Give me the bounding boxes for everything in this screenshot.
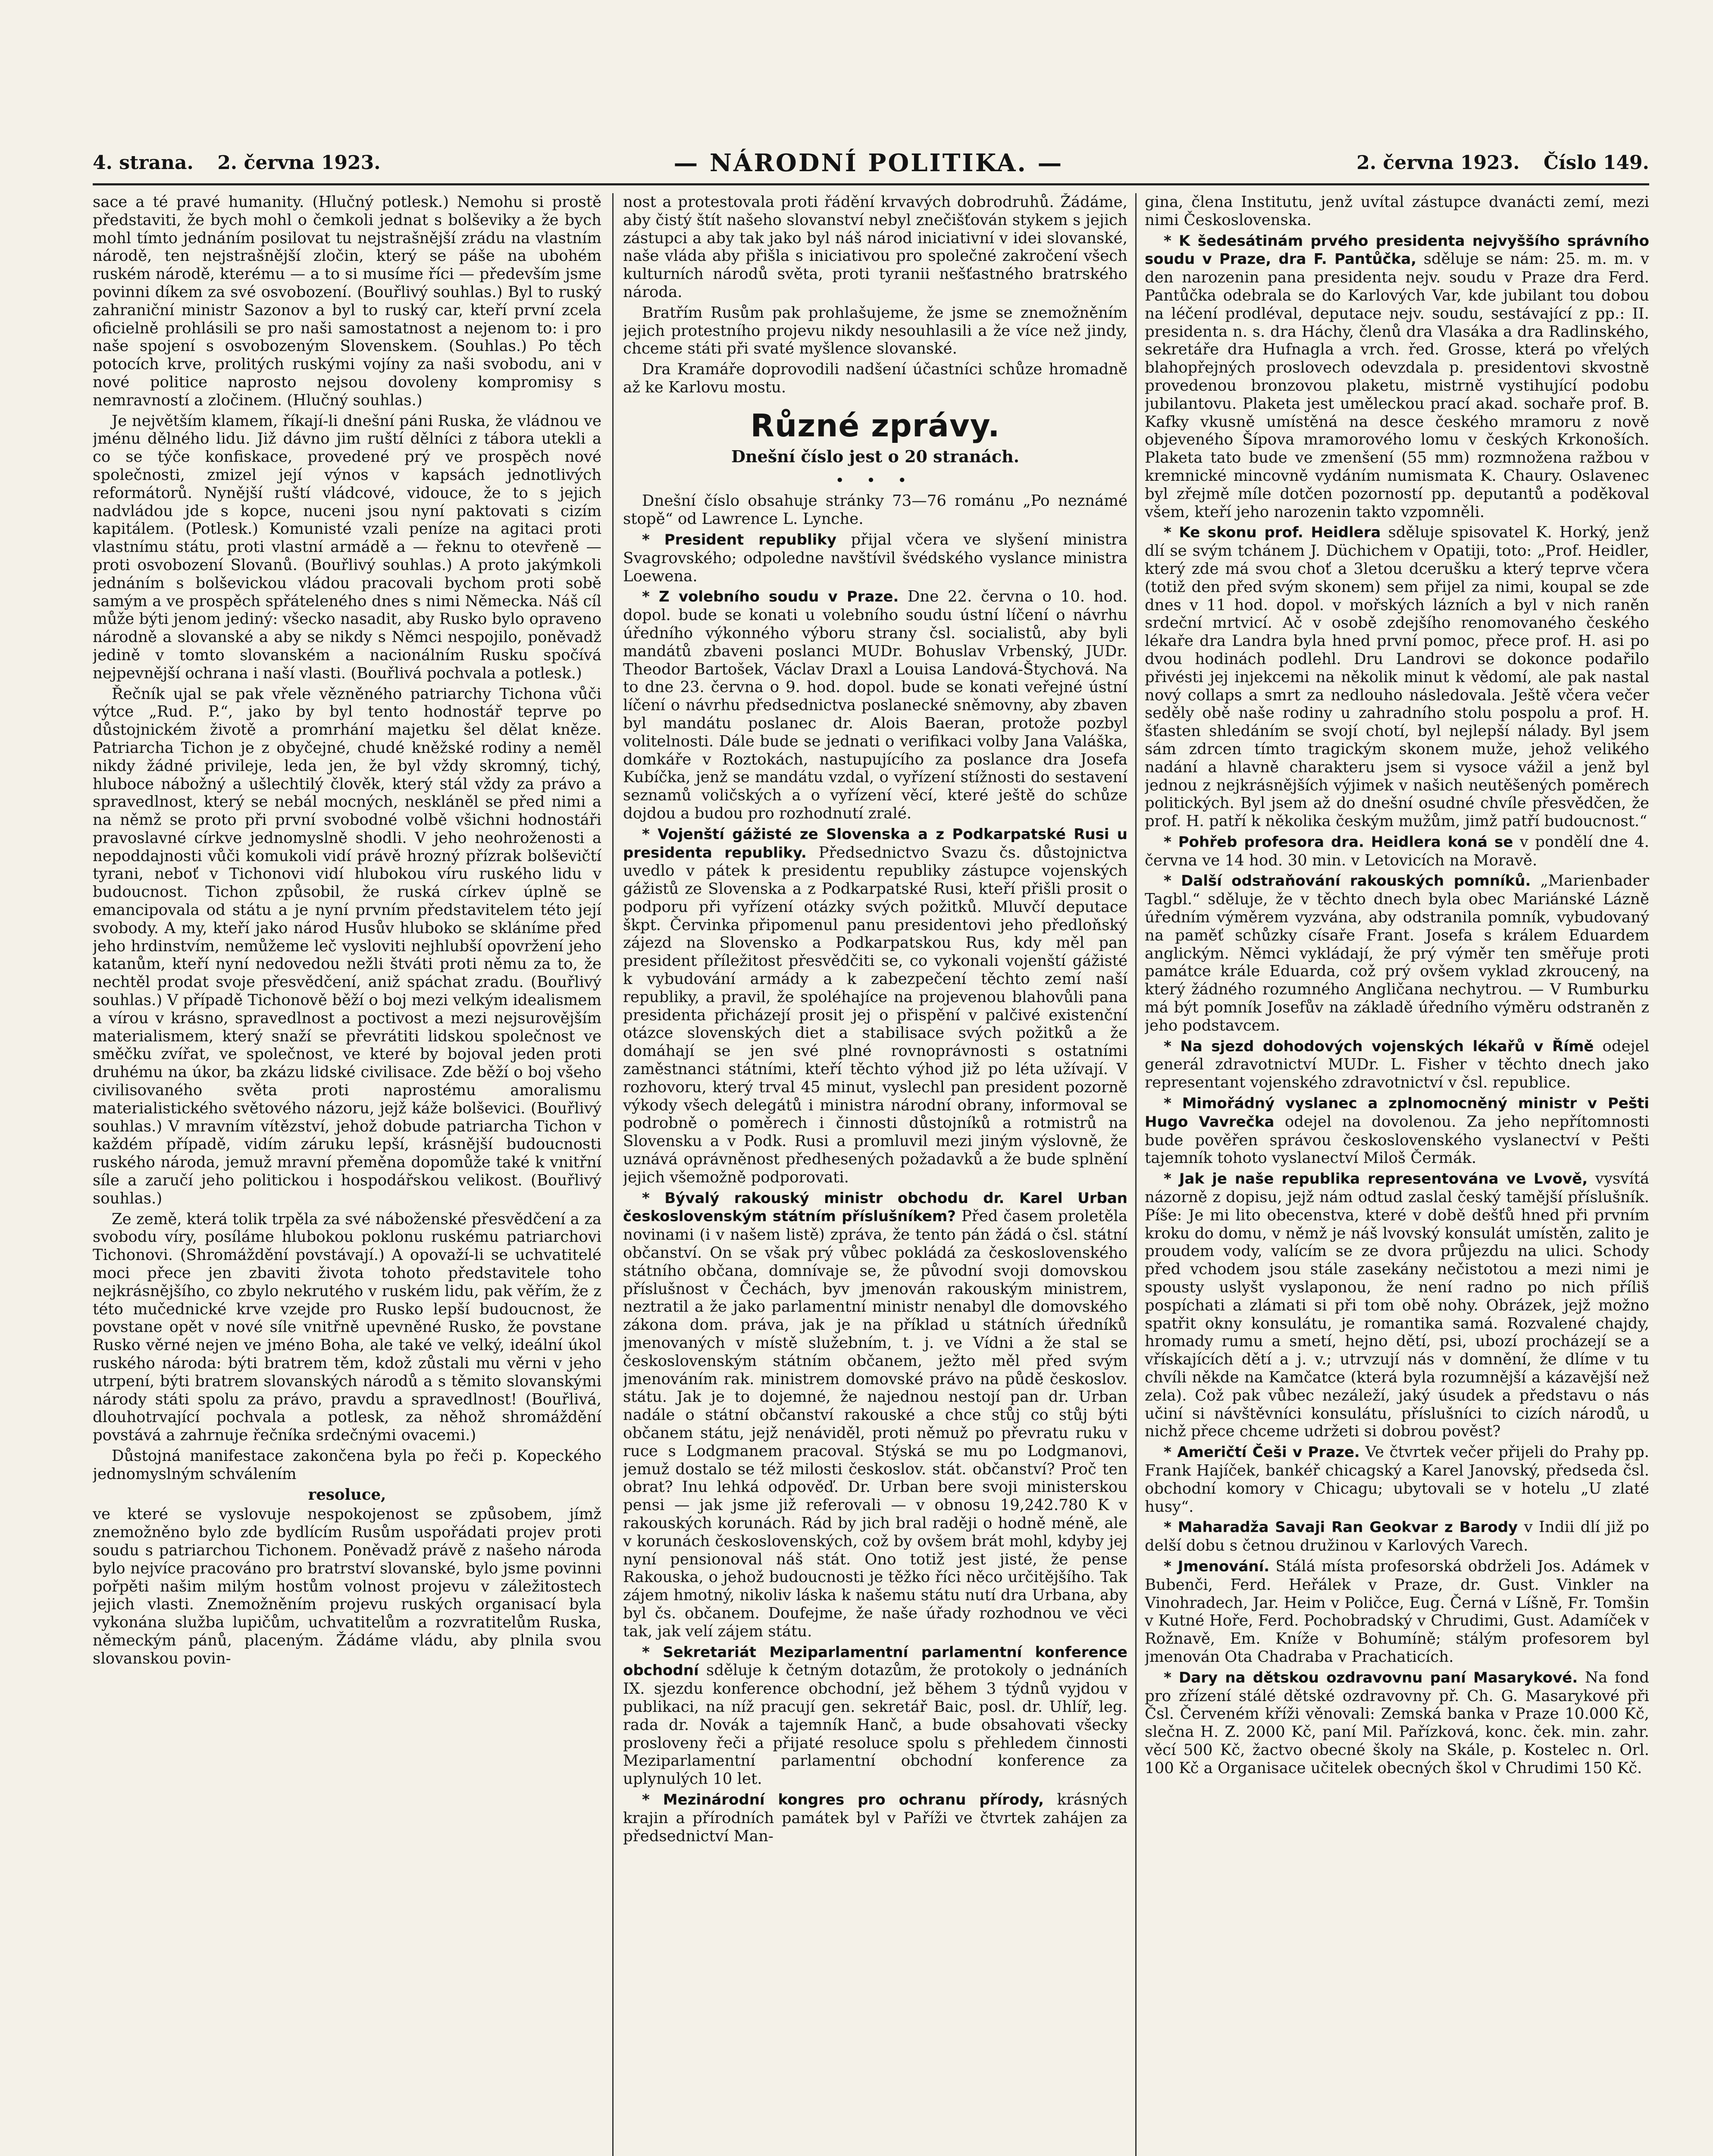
- news-headline: * Jmenování.: [1164, 1557, 1270, 1575]
- paragraph: Ze země, která tolik trpěla za své náboženské přesvědčení a za svobodu víry, posíláme hlubokou poklonu ruskému patriarchovi Tichonovi. (Shromáždění povstávají.) A opovaží-li se uchvatitelé moci přece jen zbaviti života tohoto představitele toho nejkrásnějšího, co zbylo nekrutého v ruském lidu, pak věřím, že z této mučednické krve vzejde pro Rusko lepší budoucnost, že povstane opět v nové síle vnitřně upevněné Rusko, že povstane Rusko věrné nejen ve jméno Boha, ale také ve velký, ideální úkol ruského národa: býti bratrem těm, kdož zůstali mu věrni v jeho utrpení, býti bratrem slovanských národů a s těmito slovanskými národy státi spolu za právo, pravdu a spravedlnost! (Bouřlivá, dlouhotrvající pochvala a potlesk, za něhož shromáždění povstává a zahrnuje řečníka srdečnými ovacemi.): [93, 1210, 601, 1445]
- news-text: Na fond pro zřízení stálé dětské ozdravovny př. Ch. G. Masarykové při Čsl. Červeném kříži věnovali: Zemská banka v Praze 10.000 Kč, slečna H. Z. 2000 Kč, paní Mil. Pařízková, konc. ček. min. zahr. věcí 500 Kč, žactvo obecné školy na Skále, p. Kostelec n. Orl. 100 Kč a Organisace učitelek obecných škol v Chrudimi 150 Kč.: [1145, 1668, 1649, 1777]
- paragraph: Řečník ujal se pak vřele vězněného patriarchy Tichona vůči výtce „Rud. P.“, jako by byl tento hodnostář teprve po důstojnickém životě a promrhání majetku šel dělat kněze. Patriarcha Tichon je z obyčejné, chudé kněžské rodiny a neměl nikdy žádné privileje, leda jen, že byl vždy skromný, tichý, hluboce nábožný a ušlechtilý člověk, který stál vždy za právo a spravedlnost, který se nebál mocných, neskláněl se před nimi a na němž se proto při první svobodné volbě všichni hodnostáři pravoslavné církve jednomyslně shodli. V jeho neohroženosti a nepoddajnosti vůči komukoli vidí právě hrozný přízrak bolševičtí tyrani, neboť v Tichonovi vidí hlubokou víru ruského lidu v budoucnost. Tichon způsobil, že ruská církev úplně se emancipovala od státu a je nyní prvním představitelem této její svobody. A my, kteří jako národ Husův hluboko se skláníme před jeho hrdinstvím, nemůžeme leč vysloviti nejhlubší opovržení jeho katanům, kteří nyní nedovedou nežli štváti proti němu za to, že nechtěl prodat svoje přesvědčení, aniž spáchat zradu. (Bouřlivý souhlas.) V případě Tichonově běží o boj mezi velkým idealismem a vírou v krásno, spravedlnost a poctivost a mezi nejsurovějším materialismem, který snaží se převrátiti lidskou společnost ve směčku zvířat, ve společnost, ve které by bojoval jeden proti druhému na úkor, ba zkázu lidské civilisace. Zde běží o boj všeho civilisovaného světa proti naprostému amoralismu materialistického světového názoru, jejž káže bolševici. (Bouřlivý souhlas.) V mravním vítězství, jehož dobude patriarcha Tichon v každém případě, vidím záruku lepší, krásnější budoucnosti ruského národa, jemuž mravní přeměna dopomůže také k vnitřní síle a zaručí jeho politickou i hospodářskou velikost. (Bouřlivý souhlas.): [93, 685, 601, 1207]
- news-item: [623, 588, 1127, 822]
- paragraph: Dra Kramáře doprovodili nadšení účastníci schůze hromadně až ke Karlovu mostu.: [623, 360, 1127, 396]
- news-item: [623, 1791, 1127, 1845]
- news-text: odejel generál zdravotnictví MUDr. L. Fisher v těchto dnech jako representant vojenského zdravotnictví v čsl. republice.: [1145, 1037, 1649, 1092]
- news-text: „Marienbader Tagbl.“ sděluje, že v těchto dnech byla obec Mariánské Lázně úředním výměrem vyzvána, aby odstranila pomník, vybudovaný na paměť schůzky císaře Frant. Josefa s králem Eduardem anglickým. Němci vykládají, že prý výměr ten směřuje proti památce krále Eduarda, což prý ovšem vyklad zkroucený, na který žádného rozumného Angličana nechytrou. — V Rumburku má být pomník Josefův na základě úředního výměru odstraněn z jeho podstavcem.: [1145, 872, 1649, 1034]
- newspaper-page: [93, 142, 1649, 2156]
- column-3: [1145, 193, 1649, 2156]
- news-text: Předsednictvo Svazu čs. důstojnictva uvedlo v pátek k presidentu republiky zástupce vojenských gážistů ze Slovenska a z Podkarpatské Rusi, kteří přišli prosit o podporu při vyřízení otázky svých požitků. Mluvčí deputace škpt. Červinka připomenul panu presidentovi jeho předloňský zájezd na Slovensko a Podkarpatskou Rus, kdy měl pan president příležitost přesvědčiti se, co vykonali vojenští gážisté k vybudování armády a k zabezpečení těchto zemí naší republiky, a pravil, že spoléhajíce na projevenou blahovůli pana presidenta přicházejí prosit jej o přispění v palčivé existenční otázce slovenských diet a stabilisace svých požitků a že domáhají se jen své plné rovnoprávnosti s ostatními zaměstnanci státními, kteří těchto výhod již po léta užívají. V rozhovoru, který trval 45 minut, vyslechl pan president pozorně výkody všech delegátů i ministra národní obrany, informoval se podrobně o poměrech i činnosti důstojníků a rotmistrů na Slovensku a v Podk. Rusi a promluvil mezi jiným výslovně, že uznává oprávněnost předhesených požadavků a že bude splnění jejich všemožně podporovati.: [623, 843, 1127, 1186]
- news-text: sděluje k četným dotazům, že protokoly o jednáních IX. sjezdu konference obchodní, jež během 3 týdnů vyjdou v publikaci, na níž pracují gen. sekretář Baic, posl. dr. Uhlíř, leg. rada dr. Novák a tajemník Hanč, a bude obsahovati všecky prosloveny řeči a přijaté resoluce spolu s přehledem činnosti Meziparlamentní parlamentní obchodní konference za uplynulých 10 let.: [623, 1661, 1127, 1788]
- news-item: [1145, 523, 1649, 830]
- paragraph: Bratřím Rusům pak prohlašujeme, že jsme se znemožněním jejich protestního projevu nikdy nesouhlasili a že více než jindy, chceme státi při svaté myšlence slovanské.: [623, 304, 1127, 358]
- news-headline: * Ke skonu prof. Heidlera: [1164, 524, 1381, 542]
- header-right: [1339, 152, 1649, 174]
- news-headline: * Maharadža Savaji Ran Geokvar z Barody: [1164, 1519, 1518, 1536]
- header-date-left: 2. června 1923.: [217, 152, 381, 174]
- news-item: [1145, 1443, 1649, 1516]
- news-item: [1145, 872, 1649, 1034]
- column-2: [623, 193, 1127, 2156]
- news-headline: * Pohřeb profesora dra. Heidlera koná se: [1164, 833, 1513, 851]
- separator: • • •: [835, 471, 915, 489]
- news-headline: * Sekretariát Meziparlamentní parlamentní konference obchodní: [623, 1643, 1127, 1680]
- news-item: [1145, 1518, 1649, 1555]
- section-subtitle: Dnešní číslo jest o 20 stranách.: [731, 446, 1020, 466]
- news-headline: * Jak je naše republika representována ve Lvově,: [1164, 1170, 1588, 1188]
- column-1: [93, 193, 601, 2156]
- news-headline: * Bývalý rakouský ministr obchodu dr. Karel Urban československým státním příslušníkem?: [623, 1189, 1127, 1225]
- news-item: [623, 825, 1127, 1187]
- news-text: Stálá místa profesorská obdrželi Jos. Adámek v Bubenči, Ferd. Heřálek v Praze, dr. Gust. Vinkler na Vinohradech, Jar. Heim v Poličce, Eug. Černá v Líšně, Fr. Tomšin v Kutné Hoře, Ferd. Pochobradský v Chrudimi, Gust. Adamíček v Rožnavě, Em. Kníže v Bohumíně; stálým profesorem byl jmenován Ota Chadraba v Prachaticích.: [1145, 1557, 1649, 1666]
- masthead: — NÁRODNÍ POLITIKA. —: [673, 148, 1064, 177]
- paragraph: Důstojná manifestace zakončena byla po řeči p. Kopeckého jednomyslným schválením: [93, 1447, 601, 1483]
- columns: [93, 193, 1649, 2156]
- news-item: [623, 1643, 1127, 1788]
- news-text: Ve čtvrtek večer přijeli do Prahy pp. Frank Hajíček, bankéř chicagský a Karel Janovský, předseda čsl. obchodní komory v Chicagu; ubytovali se v hotelu „U zlaté husy“.: [1145, 1443, 1649, 1516]
- page-number: 4. strana.: [93, 152, 194, 174]
- news-headline: * Na sjezd dohodových vojenských lékařů v Římě: [1164, 1037, 1594, 1055]
- section-title: Různé zprávy.: [750, 407, 1000, 444]
- news-item: [1145, 1669, 1649, 1777]
- news-item: Dnešní číslo obsahuje stránky 73—76 románu „Po neznámé stopě“ od Lawrence L. Lynche.: [623, 492, 1127, 528]
- news-item: [1145, 1094, 1649, 1167]
- news-item: [1145, 1170, 1649, 1441]
- header-date-right: 2. června 1923.: [1356, 152, 1520, 174]
- news-headline: * President republiky: [642, 531, 837, 548]
- issue-number: Číslo 149.: [1543, 152, 1649, 174]
- paragraph: Je největším klamem, říkají-li dnešní páni Ruska, že vládnou ve jménu dělného lidu. Již dávno jim ruští dělníci z tábora utekli a co se týče konfiskace, provedené prý ve prospěch nové společnosti, zmizel její výnos v kapsách jednotlivých reformátorů. Nynější ruští vládcové, vidouce, že to s jejich nadvládou jde s kopce, nuceni jsou nyní paktovati s cizím kapitálem. (Potlesk.) Komunisté vzali peníze na agitaci proti vlastnímu státu, proti vlastní armádě a — řeknu to otevřeně — proti osvobození Slovanů. (Bouřlivý souhlas.) A proto jakýmkoli jednáním s bolševickou vládou pracovali bychom proti sobě samým a ve prospěch spřáteleného dnes s nimi Německa. Náš cíl může býti jenom jediný: všecko nasadit, aby Rusko bylo opraveno národně a slovanské a aby se nikdy s Němci nespojilo, poněvadž jedině v tomto slovanském a nacionálním Rusku spočívá nejpevnější ochrana i naší vlasti. (Bouřlivá pochvala a potlesk.): [93, 412, 601, 682]
- news-headline: * Mezinárodní kongres pro ochranu přírody,: [642, 1791, 1044, 1808]
- page-header: [93, 142, 1649, 185]
- news-text: v Indii dlí již po delší dobu s četnou družinou v Karlových Varech.: [1145, 1518, 1649, 1555]
- news-item: [1145, 1557, 1649, 1666]
- news-text: krásných krajin a přírodních památek byl v Paříži ve čtvrtek zahájen za předsednictví Man-: [623, 1790, 1127, 1845]
- paragraph: gina, člena Institutu, jenž uvítal zástupce dvanácti zemí, mezi nimi Československa.: [1145, 193, 1649, 229]
- news-text: sděluje spisovatel K. Horký, jenž dlí se svým tchánem J. Düchichem v Opatiji, toto: „Prof. Heidler, který zde má svou choť a 3letou dcerušku a který teprve včera (totiž den před svým skonem) sem přijel za nimi, koupal se zde dnes v 11 hod. dopol. v mořských lázních a byl v nich raněn srdeční mrtvicí. Ač v osobě zdejšího renomovaného českého lékaře dra Landra byla hned první pomoc, přece prof. H. asi po dvou hodinách podlehl. Dru Landrovi se dokonce podařilo přivésti jej injekcemi na několik minut k vědomí, ale pak nastal nový collaps a smrt za nedlouho následovala. Ještě včera večer seděly obě naše rodiny u zahradního stolu pospolu a prof. H. šťasten shledáním se svojí chotí, byl nejlepší nálady. Byl jsem sám zdrcen tímto tragickým skonem muže, jehož velikého nadání a hlavně charakteru jsem si vysoce vážil a jenž byl jednou z nejkrásnějších výjimek v našich neutěšených poměrech politických. Byl jsem až do dnešní osudné chvíle přesvědčen, že prof. H. patří k několika českým mužům, jimž patří budoucnost.“: [1145, 523, 1649, 830]
- news-headline: * Vojenští gážisté ze Slovenska a z Podkarpatské Rusi u presidenta republiky.: [623, 825, 1127, 862]
- news-headline: * K šedesátinám prvého presidenta nejvyššího správního soudu v Praze, dra F. Pantůčka,: [1145, 232, 1649, 268]
- news-item: [623, 531, 1127, 585]
- news-text: odejel na dovolenou. Za jeho nepřítomnosti bude pověřen správou československého vyslanectví v Pešti tajemník tohoto vyslanectví Miloš Čermák.: [1145, 1112, 1649, 1167]
- resolution-heading: resoluce,: [308, 1485, 386, 1504]
- paragraph: ve které se vyslovuje nespokojenost se způsobem, jímž znemožněno bylo zde bydlícím Rusům uspořádati projev proti soudu s patriarchou Tichonem. Poněvadž právě z našeho národa bylo nejvíce pracováno pro bratrství slovanské, bylo jsme povinni pořpěti našim milým hostům volnost projevu v záležitostech jejich vlasti. Znemožněním projevu ruských organisací byla vykonána služba lupičům, uchvatitelům a rozvratitelům Ruska, německým pánů, placeným. Žádáme vládu, aby plnila svou slovanskou povin-: [93, 1505, 601, 1667]
- news-item: [1145, 1037, 1649, 1092]
- header-left: [93, 152, 398, 174]
- news-item: [1145, 833, 1649, 870]
- news-headline: * Američtí Češi v Praze.: [1164, 1444, 1360, 1461]
- news-item: [623, 1189, 1127, 1641]
- news-item: [1145, 232, 1649, 521]
- news-text: v pondělí dne 4. června ve 14 hod. 30 min. v Letovicích na Moravě.: [1145, 833, 1649, 869]
- news-text: přijal včera ve slyšení ministra Svagrovského; odpoledne navštívil švédského vyslance ministra Loewena.: [623, 530, 1127, 585]
- news-text: sděluje se nám: 25. m. m. v den narozenin pana presidenta nejv. soudu v Praze dra Ferd. Pantůčka odebrala se do Karlových Var, kde jubilant tou dobou na léčení prodléval, deputace nejv. soudu, sestávající z pp.: II. presidenta n. s. dra Háchy, členů dra Vlasáka a dra Radlinského, sekretáře dra Hufnagla a vrch. řed. Grosse, která po vřelých blahopřejných proslovech odevzdala p. presidentovi skvostně provedenou bronzovou plaketu, mistrně vystihující podobu jubilantovu. Plaketa jest uměleckou prací akad. sochaře prof. B. Kafky vkusně umístěná na desce českého mramoru z nově objeveného Šípova mramorového lomu v českých Krkonoších. Plaketa tato bude ve zmenšení (55 mm) rozmnožena ražbou v kremnické mincovně vydáním numismata K. Chaury. Oslavenec byl zřejmě míle dotčen pozorností pp. deputantů a poděkoval všem, kteří jeho narozenin takto vzpomněli.: [1145, 250, 1649, 521]
- news-headline: * Dary na dětskou ozdravovnu paní Masarykové.: [1164, 1669, 1578, 1686]
- paragraph: nost a protestovala proti řádění krvavých dobrodruhů. Žádáme, aby čistý štít našeho slovanství nebyl znečišťován stykem s jejich zástupci a aby tak jako byl náš národ iniciativní v idei slovanské, naše vláda aby přišla s iniciativou pro společné zakročení všech kulturních národů světa, proti tyranii nešťastného bratrského národa.: [623, 193, 1127, 301]
- news-headline: * Mimořádný vyslanec a zplnomocněný ministr v Pešti Hugo Vavrečka: [1145, 1095, 1649, 1131]
- news-text: vysvítá názorně z dopisu, jejž nám odtud zaslal český tamější příslušník. Píše: Je mi lito obecenstva, které v době dešťů hned při prvním kroku do domu, v němž je náš lvovský konsulát umístěn, zalito je proudem vody, valícím se ze dvora průjezdu na ulici. Schody před vchodem jsou stále zasekány nečistotou a mezi nimi je spousty uslyšt vyslaponou, že není radno po nich příliš pospíchati a zlámati si při tom obě nohy. Obrázek, jejž možno spatřit okny konsulátu, je romantika samá. Rozvalené chajdy, hromady rumu a smetí, hejno dětí, psi, ubozí procházejí se a vřískajících dětí a j. v.; utrvzují nás v domnění, že dlíme v tu chvíli někde na Kamčatce (která byla rozumnější a kázavější než zela). Což pak vůbec nezáleží, jaký úsudek a představu o nás učiní si návštěvníci konsulátu, příslušníci to cizích národů, u nichž přece chceme udržeti si dobrou pověst?: [1145, 1170, 1649, 1441]
- news-text: Před časem proletěla novinami (i v našem listě) zpráva, že tento pán žádá o čsl. státní občanství. On se však prý vůbec pokládá za československého státního občana, domnívaje se, že původní svoji domovskou příslušnost v Čechách, byv jmenován rakouským ministrem, neztratil a že jako parlamentní ministr nenabyl dle domovského zákona dom. práva, jak je na příklad u státních úředníků jmenovaných v místě služebním, t. j. ve Vídni a že stal se československým státním občanem, ježto měl před svým jmenováním rak. ministrem domovské právo na půdě českoslov. státu. Jak je to dojemné, že najednou nestojí pan dr. Urban nadále o státní občanství rakouské a chce stůj co stůj býti občanem státu, jejž nenáviděl, proti němuž po převratu ruku v ruce s Lodgmanem pracoval. Stýská se mu po Lodgmanovi, jemuž dostalo se též milosti českoslov. stát. občanství? Proč ten obrat? Inu lehká odpověď. Dr. Urban bere svoji ministerskou pensi — jak jsme již referovali — v obnosu 19,242.780 K v rakouských korunách. Rád by jich bral raději o hodně méně, ale v korunách československých, což by ovšem brát mohl, kdyby jej nyní pensionoval náš stát. Ono totiž jest jisté, že pense Rakouska, o jehož budoucnosti je těžko říci něco určitějšího. Tak zájem hmotný, nikoliv láska k našemu státu nutí dra Urbana, aby byl čs. občanem. Doufejme, že naše úřady rozhodnou ve věci tak, jak velí zájem státu.: [623, 1207, 1127, 1640]
- paragraph: sace a té pravé humanity. (Hlučný potlesk.) Nemohu si prostě představiti, že bych mohl o čemkoli jednat s bolševiky a že bych mohl tímto jednáním posilovat tu nejstrašnější zrádu na vlastním národě, ten nejstrašnější zločin, který se páše na ubohém ruském národě, kterému — a to si musíme říci — především jsme povinni díkem za své osvobození. (Bouřlivý souhlas.) Byl to ruský zahraniční ministr Sazonov a byl to ruský car, kteří první zcela oficielně prohlásili se pro naši samostatnost a nejenom to: i pro naše spojení s osvobozeným Slovenskem. (Souhlas.) Po těch potocích krve, prolitých ruskými vojíny za naši svobodu, ani v nové politice naprosto nejsou dovoleny kompromisy s nemravností a zločinem. (Hlučný souhlas.): [93, 193, 601, 409]
- news-headline: * Další odstraňování rakouských pomníků.: [1164, 872, 1531, 890]
- news-headline: * Z volebního soudu v Praze.: [642, 588, 899, 606]
- news-text: Dne 22. června o 10. hod. dopol. bude se konati u volebního soudu ústní líčení o návrhu úředního výkonného výboru strany čsl. socialistů, aby byli mandátů zbaveni poslanci MUDr. Bohuslav Vrbenský, JUDr. Theodor Bartošek, Václav Draxl a Louisa Landová-Štychová. Na to dne 23. června o 9. hod. dopol. bude se konati veřejné ústní líčení o návrhu předsednictva poslanecké sněmovny, aby zbaven byl mandátu poslanec dr. Alois Baeran, protože pozbyl volitelnosti. Dále bude se jednati o verifikaci volby Jana Valáška, domkáře v Roztokách, nastupujícího za poslance dra Josefa Kubíčka, jenž se mandátu vzdal, o vyřízení stížnosti do sestavení seznamů voličských a o vyřízení věcí, které ještě do schůze dojdou a budou pro rozhodnutí zralé.: [623, 588, 1127, 822]
